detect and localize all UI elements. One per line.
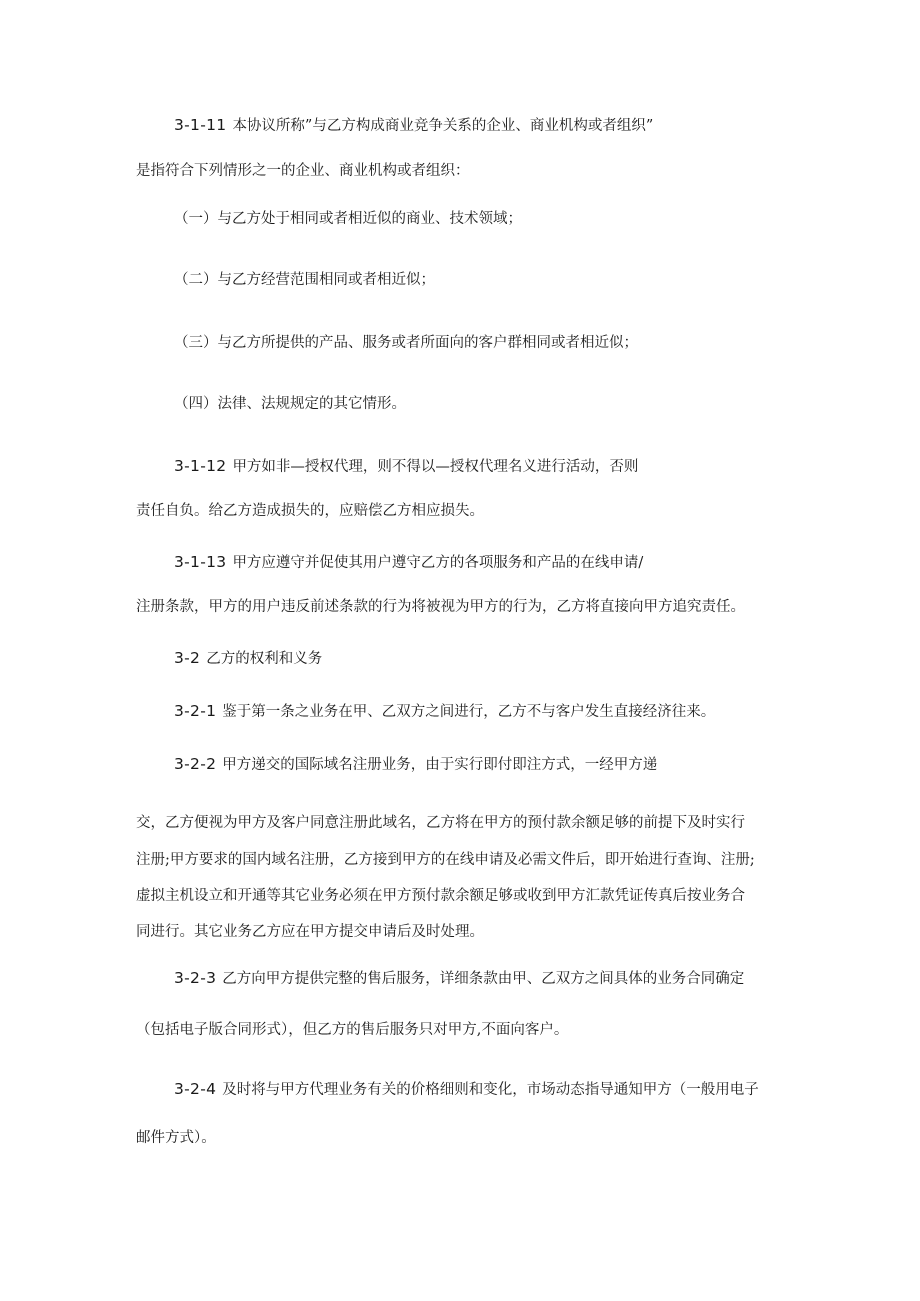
clause-number: 3-1-13 — [174, 553, 227, 571]
clause-number: 3-2-2 — [174, 755, 217, 773]
list-item-1 — [174, 209, 522, 229]
clause-text: 本协议所称”与乙方构成商业竞争关系的企业、商业机构或者组织” — [232, 118, 654, 134]
clause-text: 甲方应遵守并促使其用户遵守乙方的各项服务和产品的在线申请/ — [232, 555, 644, 571]
clause-number: 3-2-3 — [174, 969, 217, 987]
list-item-text: （一）与乙方处于相同或者相近似的商业、技术领域； — [174, 211, 522, 227]
text-line: 是指符合下列情形之一的企业、商业机构或者组织： — [136, 163, 470, 179]
section-title: 乙方的权利和义务 — [206, 651, 323, 667]
clause-text-line — [136, 1020, 568, 1040]
text-line: 责任自负。给乙方造成损失的，应赔偿乙方相应损失。 — [136, 503, 484, 519]
section-3-2-heading — [174, 648, 322, 669]
clause-text-line — [136, 1128, 216, 1148]
clause-3-1-11 — [174, 115, 653, 136]
text-line: （包括电子版合同形式），但乙方的售后服务只对甲方,不面向客户。 — [136, 1022, 569, 1038]
clause-text-line — [136, 501, 484, 521]
clause-text-line — [136, 597, 745, 617]
text-line: 虚拟主机设立和开通等其它业务必须在甲方预付款余额足够或收到甲方汇款凭证传真后按业务合 — [136, 888, 745, 904]
text-line: 交，乙方便视为甲方及客户同意注册此域名，乙方将在甲方的预付款余额足够的前提下及时实行 — [136, 815, 745, 831]
clause-text-line — [136, 161, 470, 181]
list-item-text: （三）与乙方所提供的产品、服务或者所面向的客户群相同或者相近似； — [174, 335, 638, 351]
clause-text: 甲方如非—授权代理，则不得以—授权代理名义进行活动，否则 — [232, 459, 639, 475]
clause-number: 3-2-4 — [174, 1080, 217, 1098]
text-line: 注册;甲方要求的国内域名注册，乙方接到甲方的在线申请及必需文件后，即开始进行查询、注册; — [136, 852, 755, 868]
clause-3-2-4 — [174, 1079, 759, 1100]
clause-text: 甲方递交的国际域名注册业务，由于实行即付即注方式，一经甲方递 — [222, 757, 658, 773]
clause-number: 3-2 — [174, 649, 201, 667]
clause-text: 乙方向甲方提供完整的售后服务，详细条款由甲、乙双方之间具体的业务合同确定 — [222, 971, 745, 987]
clause-3-2-3 — [174, 968, 744, 989]
clause-3-2-1 — [174, 701, 715, 722]
clause-text-line — [136, 813, 745, 833]
clause-number: 3-2-1 — [174, 702, 217, 720]
list-item-text: （二）与乙方经营范围相同或者相近似； — [174, 272, 435, 288]
clause-3-2-2 — [174, 754, 657, 775]
list-item-4 — [174, 394, 406, 414]
list-item-2 — [174, 270, 435, 290]
text-line: 注册条款，甲方的用户违反前述条款的行为将被视为甲方的行为，乙方将直接向甲方追究责任。 — [136, 599, 745, 615]
clause-3-1-12 — [174, 456, 638, 477]
clause-text-line — [136, 886, 745, 906]
clause-number: 3-1-12 — [174, 457, 227, 475]
list-item-3 — [174, 333, 638, 353]
text-line: 同进行。其它业务乙方应在甲方提交申请后及时处理。 — [136, 924, 484, 940]
clause-number: 3-1-11 — [174, 116, 227, 134]
text-line: 邮件方式）。 — [136, 1130, 216, 1146]
clause-text: 鉴于第一条之业务在甲、乙双方之间进行，乙方不与客户发生直接经济往来。 — [222, 704, 716, 720]
clause-text-line — [136, 922, 484, 942]
clause-text: 及时将与甲方代理业务有关的价格细则和变化，市场动态指导通知甲方（一般用电子 — [222, 1082, 759, 1098]
list-item-text: （四）法律、法规规定的其它情形。 — [174, 396, 406, 412]
clause-3-1-13 — [174, 552, 643, 573]
clause-text-line — [136, 850, 755, 870]
